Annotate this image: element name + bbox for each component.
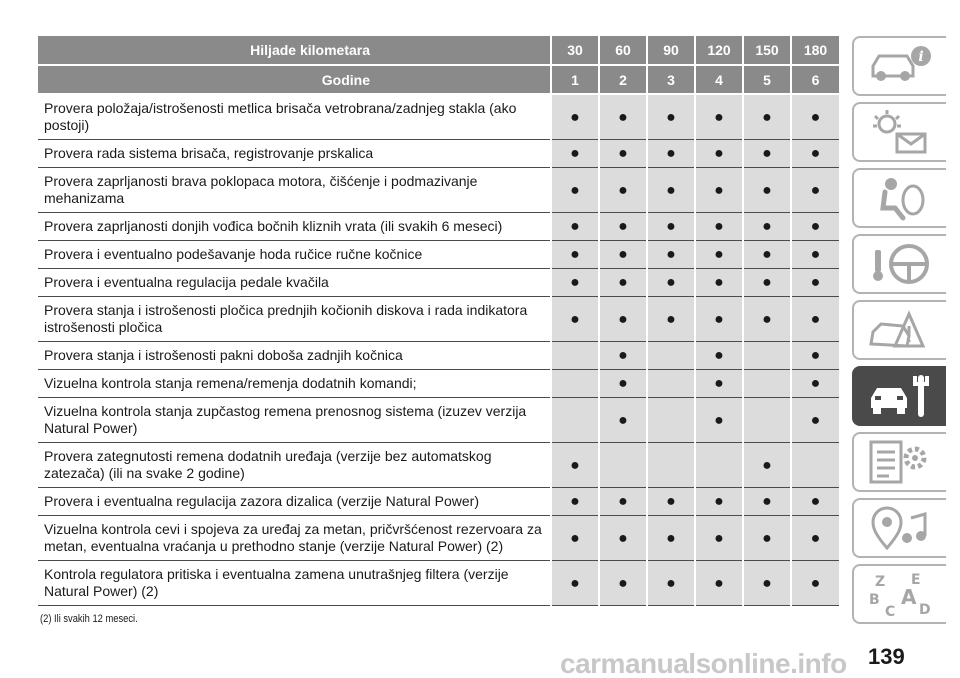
interval-mark (647, 443, 695, 488)
interval-mark (743, 370, 791, 398)
km-value: 60 (599, 36, 647, 65)
interval-mark: ● (791, 94, 839, 140)
interval-mark: ● (599, 168, 647, 213)
interval-mark: ● (695, 168, 743, 213)
interval-mark: ● (599, 241, 647, 269)
km-value: 90 (647, 36, 695, 65)
interval-mark: ● (599, 213, 647, 241)
interval-mark: ● (743, 168, 791, 213)
maintenance-item: Provera i eventualna regulacija pedale kvačila (38, 269, 551, 297)
interval-mark: ● (791, 140, 839, 168)
svg-text:C: C (885, 604, 896, 618)
interval-mark: ● (743, 269, 791, 297)
interval-mark: ● (743, 443, 791, 488)
maintenance-table (38, 36, 839, 606)
interval-mark: ● (647, 269, 695, 297)
maintenance-item: Provera zaprljanosti brava poklopaca motora, čišćenje i podmazivanje mehanizama (38, 168, 551, 213)
interval-mark: ● (551, 241, 599, 269)
maintenance-item: Provera zategnutosti remena dodatnih uređaja (verzije bez automatskog zatezača) (ili na svake 2 godine) (38, 443, 551, 488)
svg-text:D: D (919, 602, 931, 618)
chapter-sidebar (852, 36, 946, 630)
interval-mark: ● (743, 488, 791, 516)
interval-mark: ● (791, 168, 839, 213)
interval-mark (551, 342, 599, 370)
table-row (38, 561, 839, 606)
interval-mark: ● (599, 94, 647, 140)
maintenance-item: Vizuelna kontrola stanja remena/remenja dodatnih komandi; (38, 370, 551, 398)
interval-mark: ● (551, 297, 599, 342)
tab-emergency[interactable] (852, 300, 946, 360)
table-row (38, 241, 839, 269)
interval-mark: ● (695, 488, 743, 516)
interval-mark: ● (743, 140, 791, 168)
specs-gear-icon (865, 438, 935, 486)
interval-mark: ● (551, 561, 599, 606)
interval-mark: ● (791, 488, 839, 516)
km-value: 30 (551, 36, 599, 65)
tab-warning-lights[interactable] (852, 102, 946, 162)
table-row (38, 94, 839, 140)
interval-mark: ● (551, 269, 599, 297)
table-body (38, 94, 839, 606)
interval-mark: ● (743, 94, 791, 140)
interval-mark: ● (599, 342, 647, 370)
interval-mark (743, 342, 791, 370)
interval-mark: ● (599, 561, 647, 606)
interval-mark: ● (695, 241, 743, 269)
year-value: 6 (791, 65, 839, 94)
interval-mark: ● (791, 342, 839, 370)
maintenance-item: Provera i eventualna regulacija zazora dizalica (verzije Natural Power) (38, 488, 551, 516)
interval-mark: ● (599, 398, 647, 443)
steering-wheel-icon (865, 240, 935, 288)
interval-mark (551, 398, 599, 443)
interval-mark: ● (551, 488, 599, 516)
interval-mark: ● (599, 269, 647, 297)
tab-multimedia[interactable] (852, 498, 946, 558)
interval-mark: ● (599, 488, 647, 516)
interval-mark: ● (695, 561, 743, 606)
interval-mark: ● (551, 94, 599, 140)
interval-mark: ● (695, 269, 743, 297)
table-row (38, 140, 839, 168)
table-row (38, 443, 839, 488)
interval-mark: ● (599, 370, 647, 398)
maintenance-item: Provera i eventualno podešavanje hoda ručice ručne kočnice (38, 241, 551, 269)
interval-mark: ● (695, 516, 743, 561)
interval-mark: ● (695, 342, 743, 370)
interval-mark: ● (647, 516, 695, 561)
maintenance-table-wrap (38, 36, 839, 606)
year-value: 3 (647, 65, 695, 94)
km-value: 180 (791, 36, 839, 65)
interval-mark: ● (695, 94, 743, 140)
years-header-label: Godine (38, 65, 551, 94)
maintenance-item: Vizuelna kontrola cevi i spojeva za uređaj za metan, pričvršćenost rezervoara za metan, eventualna vraćanja u prethodno stanje (verzije Natural Power) (2) (38, 516, 551, 561)
interval-mark: ● (791, 241, 839, 269)
interval-mark (551, 370, 599, 398)
interval-mark: ● (743, 241, 791, 269)
interval-mark: ● (695, 213, 743, 241)
maintenance-item: Provera rada sistema brisača, registrovanje prskalica (38, 140, 551, 168)
svg-text:B: B (869, 592, 880, 608)
tab-maintenance[interactable] (852, 366, 946, 426)
maintenance-item: Provera zaprljanosti donjih vođica bočnih kliznih vrata (ili svakih 6 meseci) (38, 213, 551, 241)
km-value: 150 (743, 36, 791, 65)
interval-mark (647, 370, 695, 398)
year-value: 2 (599, 65, 647, 94)
interval-mark: ● (647, 488, 695, 516)
table-row (38, 297, 839, 342)
year-value: 5 (743, 65, 791, 94)
km-header-label: Hiljade kilometara (38, 36, 551, 65)
interval-mark (647, 342, 695, 370)
interval-mark: ● (551, 140, 599, 168)
year-value: 4 (695, 65, 743, 94)
years-header-row (38, 65, 839, 94)
interval-mark: ● (743, 297, 791, 342)
car-crash-icon (865, 306, 935, 354)
interval-mark: ● (599, 297, 647, 342)
tab-driving[interactable] (852, 234, 946, 294)
interval-mark: ● (551, 168, 599, 213)
svg-text:Z: Z (875, 574, 886, 590)
svg-text:E: E (911, 572, 921, 588)
airbag-seat-icon (865, 174, 935, 222)
interval-mark: ● (695, 398, 743, 443)
interval-mark: ● (599, 140, 647, 168)
interval-mark: ● (647, 297, 695, 342)
car-wrench-icon (865, 372, 935, 420)
interval-mark: ● (551, 516, 599, 561)
alphabet-index-icon (865, 570, 935, 618)
interval-mark: ● (791, 370, 839, 398)
watermark: carmanualsonline.info (560, 648, 847, 678)
svg-text:i: i (918, 49, 924, 65)
interval-mark: ● (647, 561, 695, 606)
table-row (38, 168, 839, 213)
interval-mark (647, 398, 695, 443)
interval-mark: ● (647, 94, 695, 140)
interval-mark: ● (791, 269, 839, 297)
table-row (38, 269, 839, 297)
interval-mark (743, 398, 791, 443)
interval-mark (791, 443, 839, 488)
interval-mark: ● (647, 241, 695, 269)
tab-specifications[interactable] (852, 432, 946, 492)
interval-mark (695, 443, 743, 488)
table-row (38, 213, 839, 241)
maintenance-item: Provera položaja/istrošenosti metlica brisača vetrobrana/zadnjeg stakla (ako postoji) (38, 94, 551, 140)
interval-mark: ● (743, 561, 791, 606)
table-row (38, 516, 839, 561)
interval-mark: ● (647, 213, 695, 241)
tab-safety[interactable] (852, 168, 946, 228)
interval-mark: ● (791, 516, 839, 561)
page-number: 139 (868, 644, 905, 669)
interval-mark: ● (647, 168, 695, 213)
maintenance-item: Kontrola regulatora pritiska i eventualna zamena unutrašnjeg filtera (verzije Natural Power) (2) (38, 561, 551, 606)
interval-mark: ● (647, 140, 695, 168)
interval-mark: ● (551, 443, 599, 488)
year-value: 1 (551, 65, 599, 94)
table-row (38, 342, 839, 370)
tab-car-info[interactable] (852, 36, 946, 96)
interval-mark: ● (551, 213, 599, 241)
table-row (38, 370, 839, 398)
svg-text:A: A (901, 585, 917, 609)
interval-mark: ● (791, 297, 839, 342)
warning-light-icon (865, 108, 935, 156)
interval-mark: ● (791, 213, 839, 241)
car-info-icon (865, 42, 935, 90)
interval-mark: ● (695, 140, 743, 168)
interval-mark: ● (791, 561, 839, 606)
footnote: (2) Ili svakih 12 meseci. (40, 613, 138, 625)
interval-mark: ● (743, 516, 791, 561)
interval-mark (599, 443, 647, 488)
maintenance-item: Provera stanja i istrošenosti pločica prednjih kočionih diskova i rada indikatora istrošenosti pločica (38, 297, 551, 342)
interval-mark: ● (695, 370, 743, 398)
interval-mark: ● (599, 516, 647, 561)
interval-mark: ● (791, 398, 839, 443)
tab-index[interactable] (852, 564, 946, 624)
interval-mark: ● (695, 297, 743, 342)
maintenance-item: Vizuelna kontrola stanja zupčastog remena prenosnog sistema (izuzev verzija Natural Power) (38, 398, 551, 443)
km-header-row (38, 36, 839, 65)
km-value: 120 (695, 36, 743, 65)
maintenance-item: Provera stanja i istrošenosti pakni doboša zadnjih kočnica (38, 342, 551, 370)
table-row (38, 398, 839, 443)
table-row (38, 488, 839, 516)
interval-mark: ● (743, 213, 791, 241)
multimedia-icon (865, 504, 935, 552)
